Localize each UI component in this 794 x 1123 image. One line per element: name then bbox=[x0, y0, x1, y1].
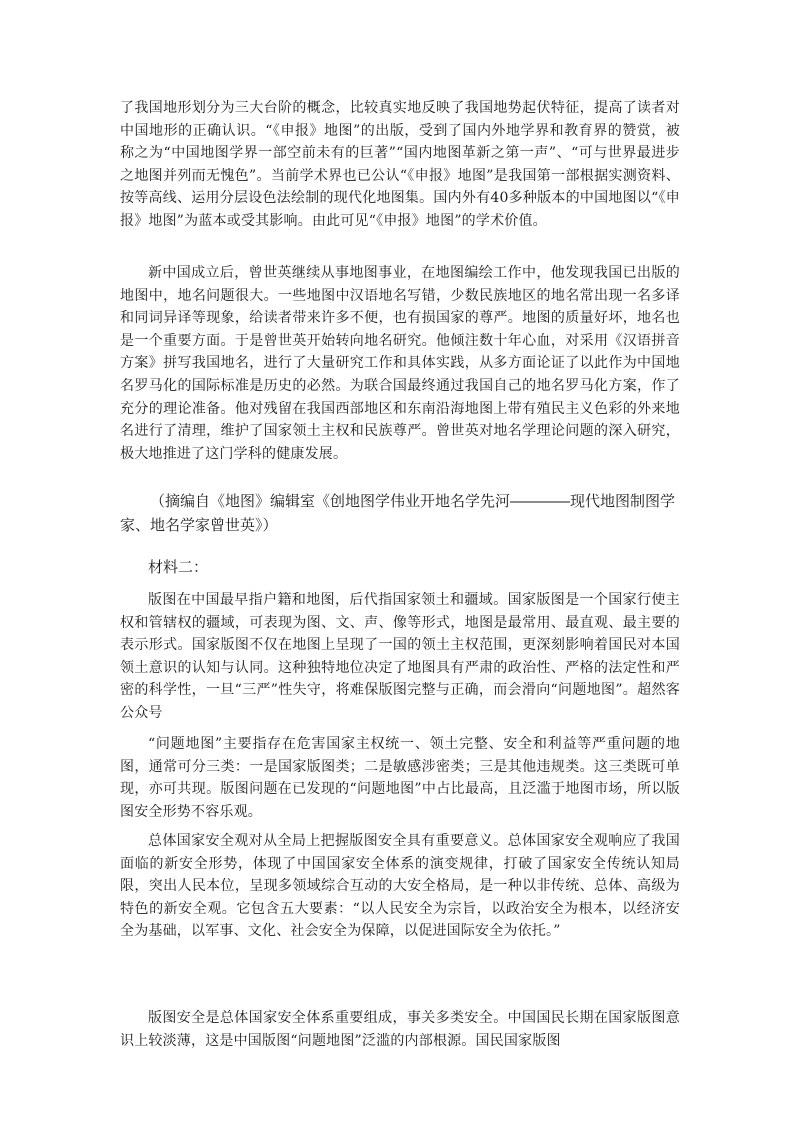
source-note: （摘编自《地图》编辑室《创地图学伟业开地名学先河————现代地图制图学家、地名学家曾世英》） bbox=[120, 493, 676, 534]
paragraph-security-concept: 总体国家安全观对从全局上把握版图安全具有重要意义。总体国家安全观响应了我国面临的新安全形势，体现了中国国家安全体系的演变规律，打破了国家安全传统认知局限，突出人民本位，呈现多领域综合互动的大安全格局，是一种以非传统、总体、高级为特色的新安全观。它包含五大要素：“以人民安全为宗旨，以政治安全为根本，以经济安全为基础，以军事、文化、社会安全为保障，以促进国际安全为依托。” bbox=[120, 833, 680, 940]
material-two-heading: 材料二： bbox=[148, 559, 209, 576]
paragraph-place-names: 新中国成立后，曾世英继续从事地图事业，在地图编绘工作中，他发现我国已出版的地图中，地名问题很大。一些地图中汉语地名写错，少数民族地区的地名常出现一名多译和同词异译等现象，给读者带来许多不便，也有损国家的尊严。地图的质量好坏，地名也是一个重要方面。于是曾世英开始转向地名研究。他倾注数十年心血，对采用《汉语拼音方案》拼写我国地名，进行了大量研究工作和具体实践，从多方面论证了以此作为中国地名罗马化的国际标准是历史的必然。为联合国最终通过我国自己的地名罗马化方案，作了充分的理论准备。他对残留在我国西部地区和东南沿海地图上带有殖民主义色彩的外来地名进行了清理，维护了国家领土主权和民族尊严。曾世英对地名学理论问题的深入研究，极大地推进了这门学科的健康发展。 bbox=[120, 265, 680, 462]
paragraph-territory-map: 版图在中国最早指户籍和地图，后代指国家领土和疆域。国家版图是一个国家行使主权和管辖权的疆域，可表现为图、文、声、像等形式，地图是最常用、最直观、最主要的表示形式。国家版图不仅在地图上呈现了一国的领土主权范围，更深刻影响着国民对本国领土意识的认知与认同。这种独特地位决定了地图具有严肃的政治性、严格的法定性和严密的科学性，一旦“三严”性失守，将难保版图完整与正确，而会滑向“问题地图”。超然客公众号 bbox=[120, 592, 680, 721]
paragraph-problem-maps: “问题地图”主要指存在危害国家主权统一、领土完整、安全和利益等严重问题的地图，通常可分三类：一是国家版图类；二是敏感涉密类；三是其他违规类。这三类既可单现，亦可共现。版图问题在已发现的“问题地图”中占比最高，且泛滥于地图市场，所以版图安全形势不容乐观。 bbox=[120, 736, 680, 820]
paragraph-territory-security: 版图安全是总体国家安全体系重要组成，事关多类安全。中国国民长期在国家版图意识上较淡薄，这是中国版图“问题地图”泛滥的内部根源。国民国家版图 bbox=[120, 1010, 680, 1049]
paragraph-shenbao-map: 了我国地形划分为三大台阶的概念，比较真实地反映了我国地势起伏特征，提高了读者对中国地形的正确认识。“《申报》地图”的出版，受到了国内外地学界和教育界的赞赏，被称之为“中国地图学界一部空前未有的巨著”“国内地图革新之第一声”、“可与世界最进步之地图并列而无愧色”。当前学术界也已公认“《申报》地图”是我国第一部根据实测资料、按等高线、运用分层设色法绘制的现代化地图集。国内外有40多种版本的中国地图以“《申报》地图”为蓝本或受其影响。由此可见“《申报》地图”的学术价值。 bbox=[120, 100, 680, 229]
